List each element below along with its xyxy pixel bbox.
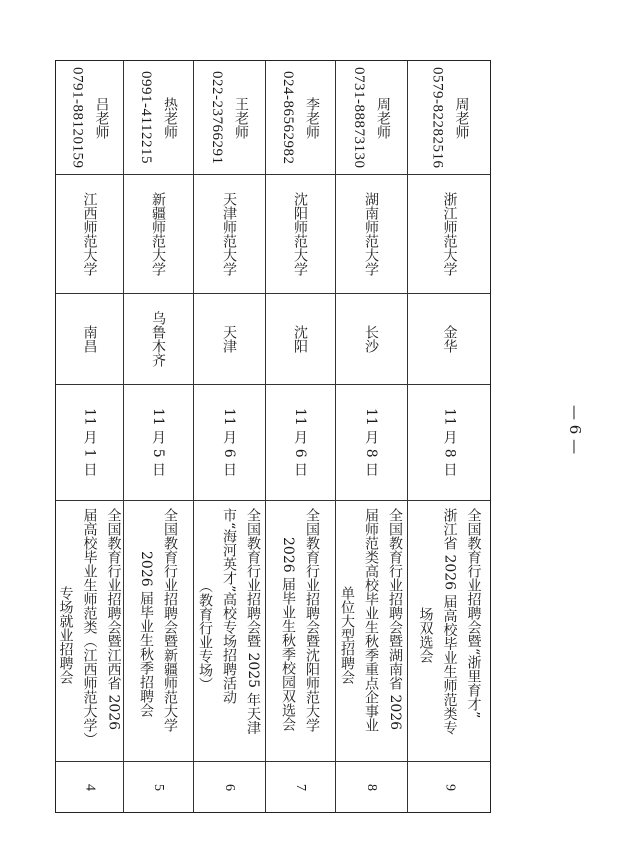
- host-cell: [265, 174, 335, 293]
- contact-name: 王老师: [233, 96, 249, 139]
- event-date: 11 月 6 日: [292, 407, 308, 477]
- event-name-cell: [265, 500, 335, 761]
- page-number: — 6 —: [566, 405, 584, 455]
- contact-cell: [56, 61, 123, 174]
- contact-phone: 0791-88120159: [69, 66, 86, 169]
- event-name-line: 全国教育行业招聘会暨新疆师范大学: [162, 508, 178, 732]
- row-index: 8: [364, 784, 379, 791]
- contact-phone: 024-86562982: [280, 70, 296, 165]
- date-cell: [193, 384, 265, 500]
- event-city: 沈阳: [292, 324, 308, 353]
- event-name-cell: [56, 500, 123, 761]
- contact-phone: 0991-4112215: [138, 71, 154, 164]
- contact-name: 周老师: [375, 96, 391, 139]
- event-city: 长沙: [363, 324, 379, 353]
- event-name-cell: [407, 500, 492, 761]
- host-university: 沈阳师范大学: [292, 191, 308, 276]
- city-cell: [265, 293, 335, 384]
- row-index: 5: [151, 784, 166, 791]
- host-university: 浙江师范大学: [441, 191, 458, 276]
- contact-cell: [335, 61, 407, 174]
- index-cell: [265, 761, 335, 814]
- event-city: 南昌: [81, 324, 98, 353]
- event-name-line: 全国教育行业招聘会暨江西省 2026: [105, 508, 122, 731]
- event-date: 11 月 8 日: [441, 407, 458, 477]
- date-cell: [407, 384, 492, 500]
- date-cell: [123, 384, 193, 500]
- date-cell: [56, 384, 123, 500]
- event-name-line: 届师范类高校毕业生秋季重点企事业: [363, 508, 379, 732]
- index-cell: [193, 761, 265, 814]
- row-index: 6: [222, 784, 237, 791]
- contact-cell: [407, 61, 492, 174]
- contact-phone: 022-23766291: [209, 70, 225, 165]
- event-date: 11 月 8 日: [363, 407, 379, 477]
- event-city: 金华: [441, 324, 458, 353]
- city-cell: [123, 293, 193, 384]
- event-name-line: 全国教育行业招聘会暨湖南省 2026: [387, 508, 403, 731]
- event-date: 11 月 5 日: [150, 407, 166, 477]
- index-cell: [123, 761, 193, 814]
- city-cell: [335, 293, 407, 384]
- date-cell: [335, 384, 407, 500]
- contact-cell: [123, 61, 193, 174]
- event-name-cell: [193, 500, 265, 761]
- host-university: 新疆师范大学: [150, 191, 166, 276]
- event-city: 乌鲁木齐: [150, 310, 166, 367]
- event-name-line: 市“海河英才”高校专场招聘活动: [221, 508, 237, 705]
- event-name-line: 场双选会: [417, 606, 434, 663]
- host-university: 天津师范大学: [221, 191, 237, 276]
- recruitment-table: [55, 60, 491, 813]
- host-cell: [193, 174, 265, 293]
- event-name-cell: [335, 500, 407, 761]
- host-cell: [56, 174, 123, 293]
- event-name-line: 2026 届毕业生秋季招聘会: [138, 551, 154, 718]
- contact-phone: 0579-82282516: [429, 66, 446, 169]
- event-name-line: 专场就业招聘会: [57, 585, 74, 684]
- host-university: 湖南师范大学: [363, 191, 379, 276]
- city-cell: [407, 293, 492, 384]
- row-index: 4: [82, 784, 98, 791]
- event-name-line: （教育行业专场）: [197, 578, 213, 691]
- host-university: 江西师范大学: [81, 191, 98, 276]
- event-date: 11 月 6 日: [221, 407, 237, 477]
- event-name-line: 2026 届毕业生秋季校园双选会: [280, 537, 296, 732]
- city-cell: [56, 293, 123, 384]
- contact-name: 李老师: [304, 96, 320, 139]
- host-cell: [335, 174, 407, 293]
- contact-name: 周老师: [453, 96, 470, 139]
- host-cell: [123, 174, 193, 293]
- contact-cell: [265, 61, 335, 174]
- event-name-line: 全国教育行业招聘会暨“浙里育才”: [465, 508, 482, 719]
- contact-name: 吕老师: [93, 96, 110, 139]
- contact-name: 热老师: [162, 96, 178, 139]
- host-cell: [407, 174, 492, 293]
- event-date: 11 月 1 日: [81, 407, 98, 477]
- event-name-line: 全国教育行业招聘会暨沈阳师范大学: [304, 508, 320, 732]
- index-cell: [407, 761, 492, 814]
- city-cell: [193, 293, 265, 384]
- event-name-cell: [123, 500, 193, 761]
- event-name-line: 单位大型招聘会: [339, 585, 355, 684]
- event-name-line: 浙江省 2026 届高校毕业生师范类专: [441, 508, 458, 735]
- contact-phone: 0731-88873130: [351, 66, 367, 169]
- index-cell: [335, 761, 407, 814]
- row-index: 9: [442, 784, 458, 791]
- index-cell: [56, 761, 123, 814]
- event-name-line: 届高校毕业生师范类（江西师范大学）: [81, 508, 98, 746]
- date-cell: [265, 384, 335, 500]
- row-index: 7: [293, 784, 308, 791]
- event-city: 天津: [221, 324, 237, 353]
- contact-cell: [193, 61, 265, 174]
- event-name-line: 全国教育行业招聘会暨 2025 年天津: [245, 508, 261, 735]
